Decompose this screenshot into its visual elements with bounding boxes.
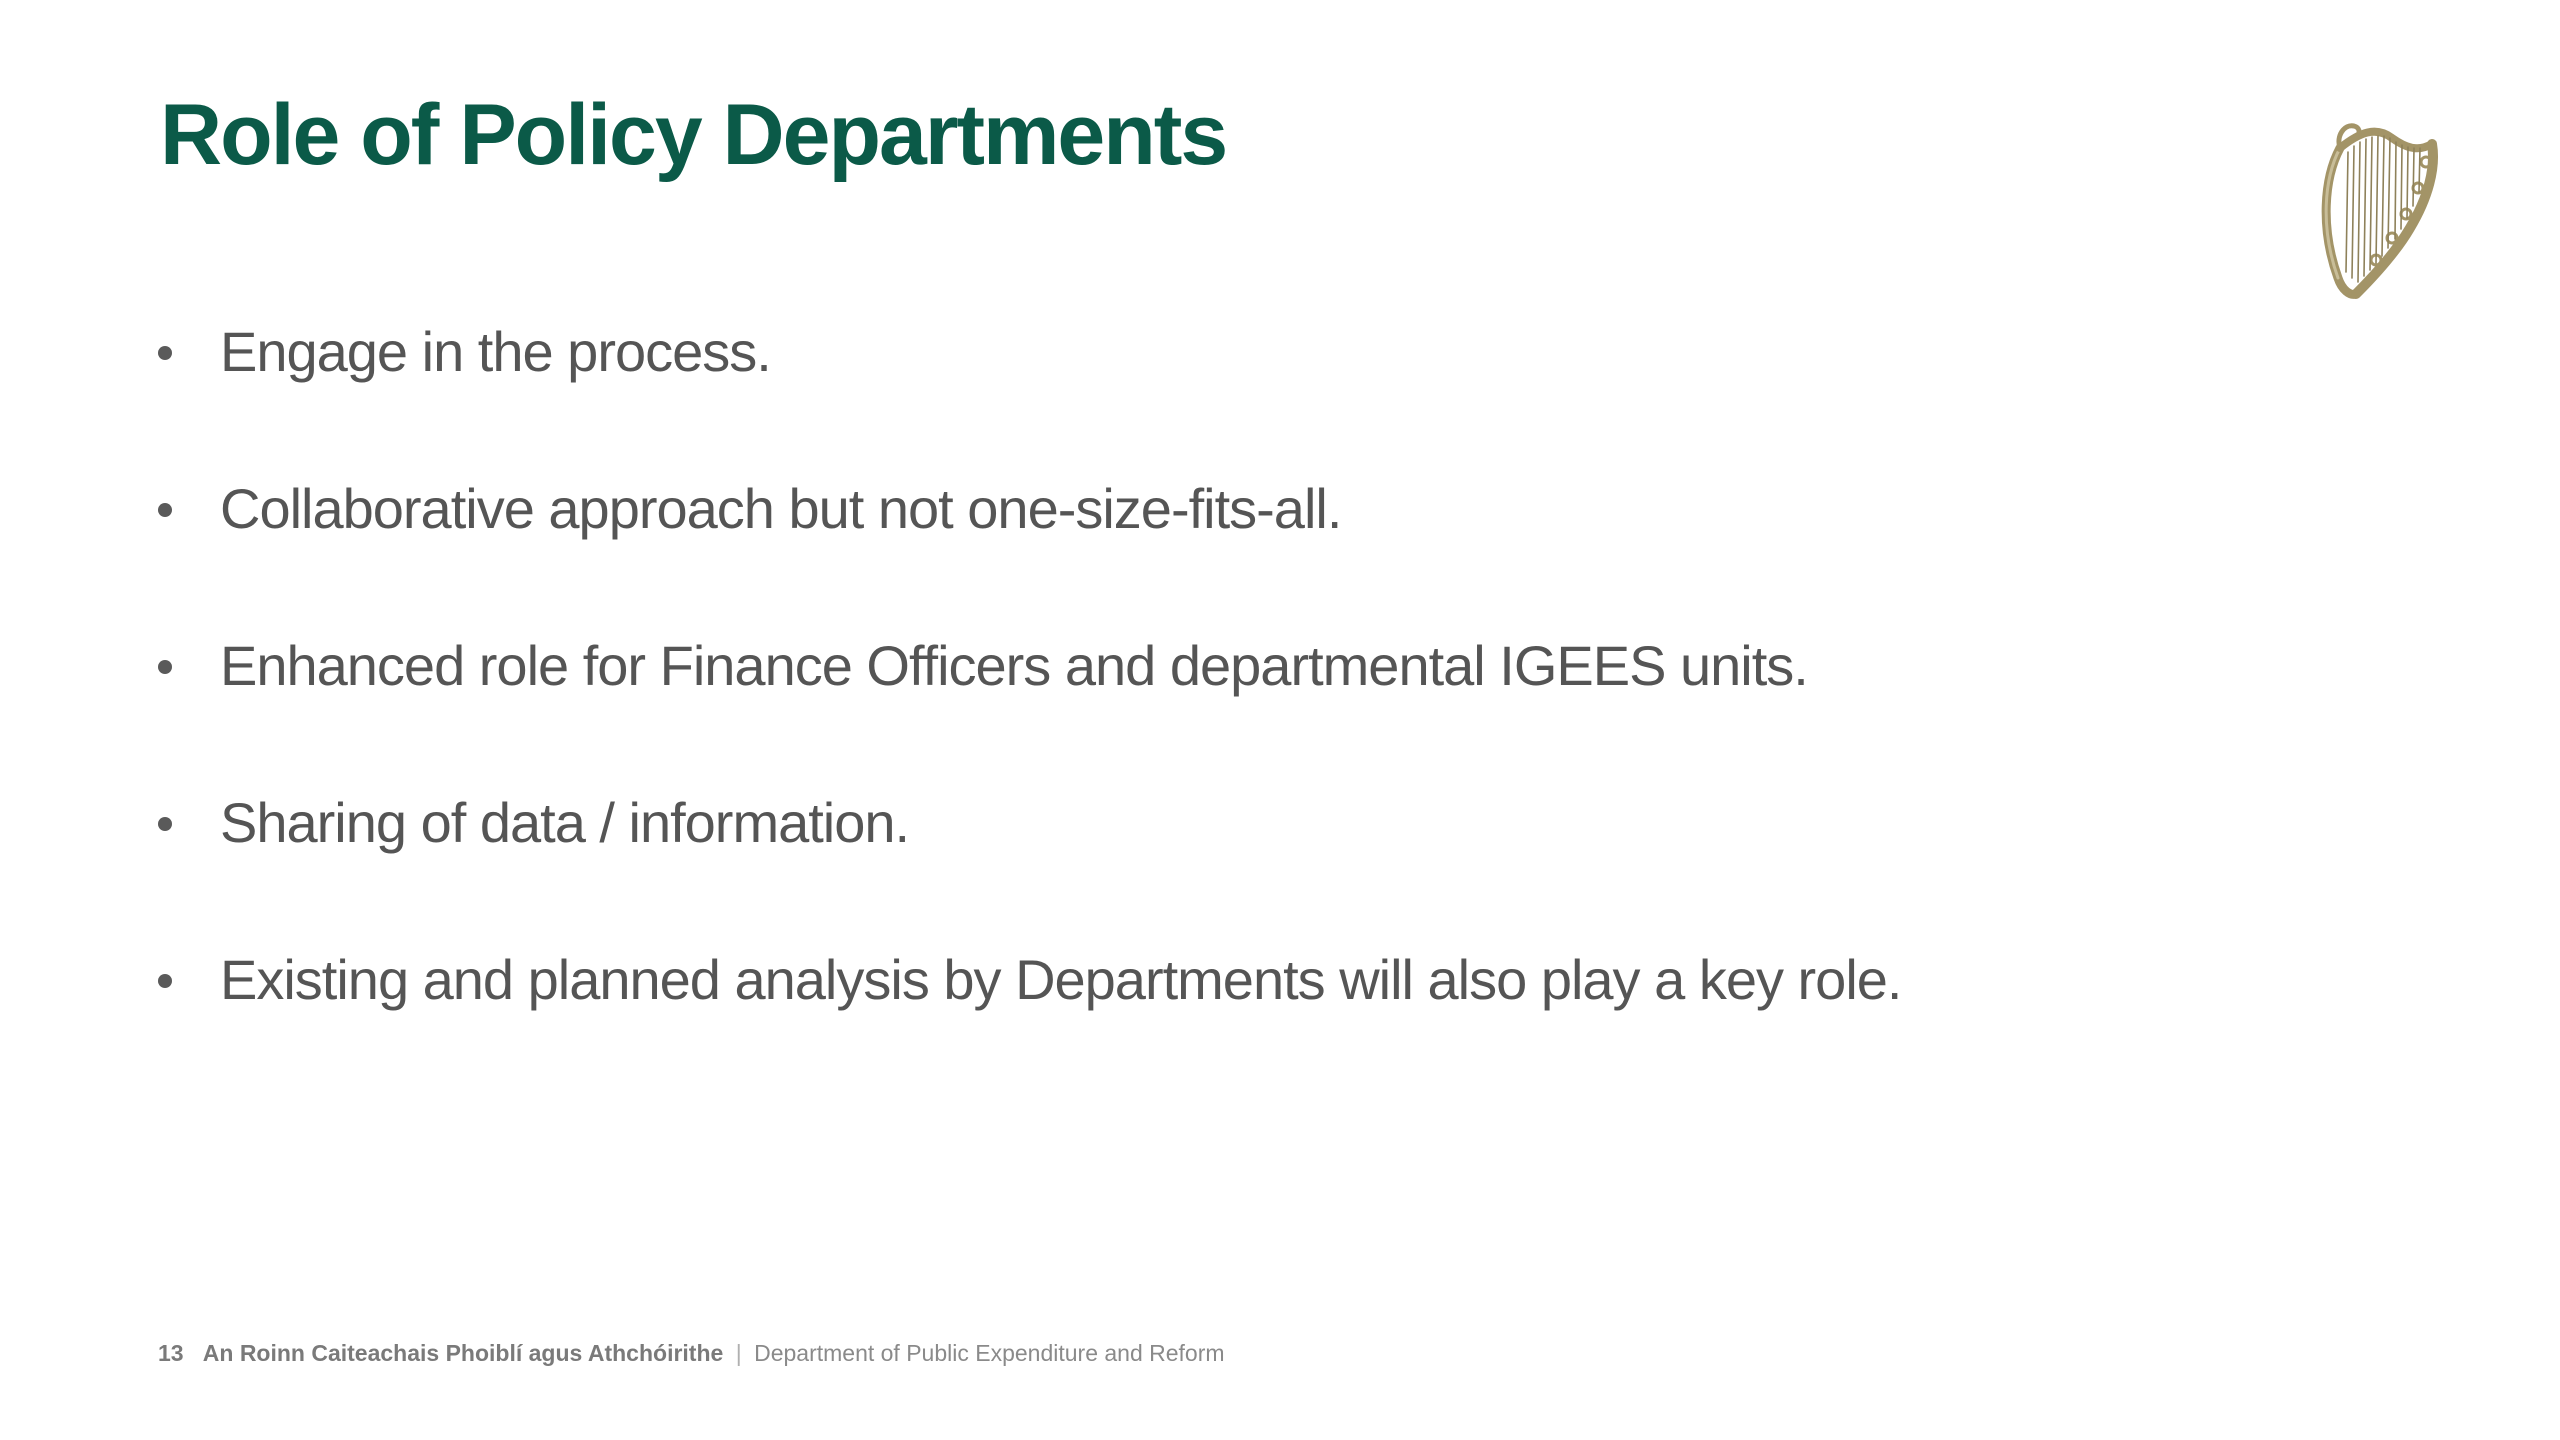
bullet-dot-icon — [158, 346, 172, 360]
page-number: 13 — [158, 1340, 184, 1366]
bullet-dot-icon — [158, 974, 172, 988]
bullet-dot-icon — [158, 817, 172, 831]
bullet-dot-icon — [158, 660, 172, 674]
slide-footer — [158, 1340, 1225, 1367]
department-name-english: Department of Public Expenditure and Reform — [754, 1340, 1225, 1366]
footer-separator: | — [735, 1340, 742, 1366]
slide-title: Role of Policy Departments — [160, 87, 1227, 183]
bullet-text: Collaborative approach but not one-size-fits-all. — [220, 477, 1342, 540]
bullet-text: Engage in the process. — [220, 320, 771, 383]
bullet-dot-icon — [158, 503, 172, 517]
bullet-text: Sharing of data / information. — [220, 791, 910, 854]
harp-icon — [2310, 108, 2450, 308]
department-name-irish: An Roinn Caiteachais Phoiblí agus Athchóirithe — [202, 1340, 724, 1366]
bullet-text: Existing and planned analysis by Departments will also play a key role. — [220, 948, 1902, 1011]
bullet-text: Enhanced role for Finance Officers and departmental IGEES units. — [220, 634, 1808, 697]
